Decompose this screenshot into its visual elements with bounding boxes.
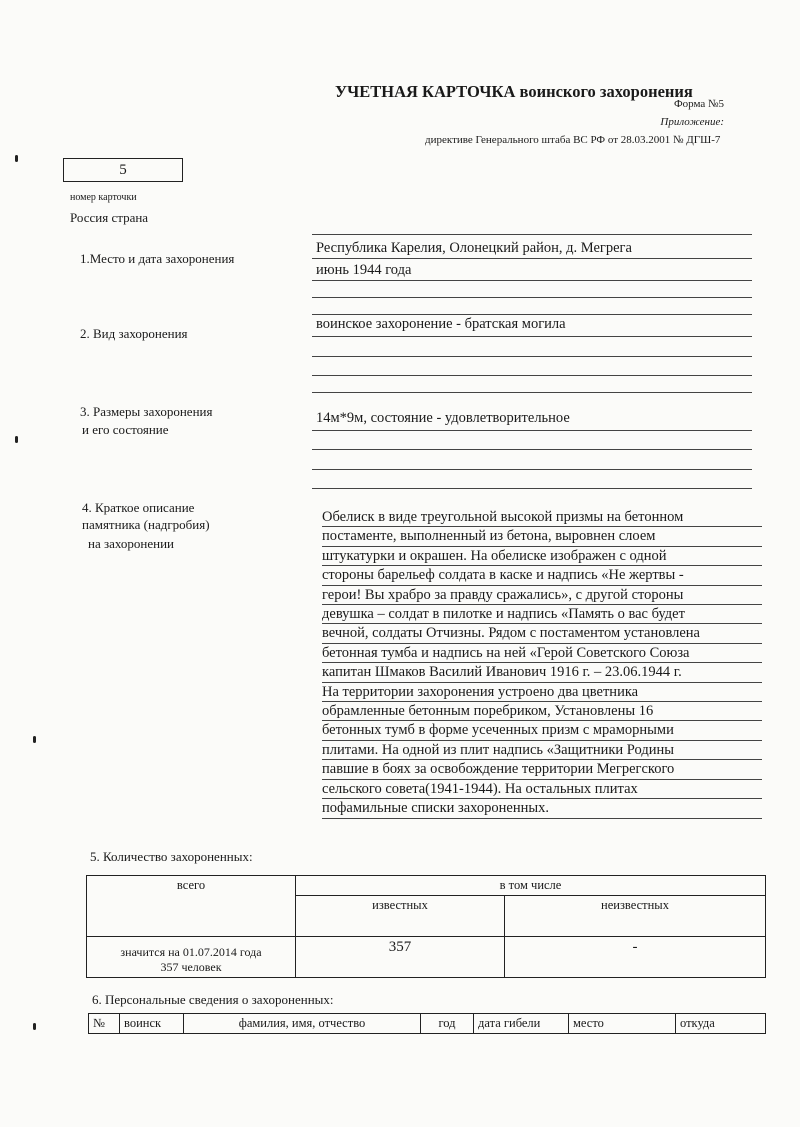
- column-header: воинск: [120, 1014, 184, 1034]
- rule-line: [312, 392, 752, 393]
- known-count: 357: [296, 937, 505, 978]
- known-header: известных: [296, 896, 505, 937]
- description-label-1: 4. Краткое описание: [82, 500, 195, 515]
- description-line: девушка – солдат в пилотке и надпись «Память о вас будет: [322, 605, 762, 624]
- margin-mark: [15, 436, 18, 443]
- description-line: плитами. На одной из плит надпись «Защитники Родины: [322, 741, 762, 760]
- card-title: [335, 82, 693, 102]
- kind-value: воинское захоронение - братская могила: [316, 316, 566, 332]
- rule-line: [312, 375, 752, 376]
- description-line: вечной, солдаты Отчизны. Рядом с постаментом установлена: [322, 624, 762, 643]
- rule-line: [312, 314, 752, 315]
- description-line: обрамленные бетонным поребриком, Установлены 16: [322, 702, 762, 721]
- form-number: Форма №5: [673, 98, 724, 110]
- rule-line: [312, 488, 752, 489]
- description-line: павшие в боях за освобождение территории Мегрегского: [322, 760, 762, 779]
- country-field: Россия страна: [70, 210, 149, 225]
- rule-line: [312, 449, 752, 450]
- description-line: бетонная тумба и надпись на ней «Герой Советского Союза: [322, 644, 762, 663]
- card-number-box: 5: [63, 158, 183, 182]
- total-header: всего: [87, 876, 296, 937]
- place-line-2: июнь 1944 года: [316, 262, 412, 278]
- column-header: откуда: [676, 1014, 766, 1034]
- description-line: сельского совета(1941-1944). На остальных плитах: [322, 780, 762, 799]
- column-header: дата гибели: [474, 1014, 569, 1034]
- description-line: На территории захоронения устроено два цветника: [322, 683, 762, 702]
- place-line-1: Республика Карелия, Олонецкий район, д. Мегрега: [316, 240, 632, 256]
- count-label: 5. Количество захороненных:: [90, 849, 253, 864]
- size-label-2: и его состояние: [82, 422, 169, 437]
- description-line: стороны барельеф солдата в каске и надпись «Не жертвы -: [322, 566, 762, 585]
- personal-info-table: [88, 1013, 766, 1034]
- rule-line: [312, 356, 752, 357]
- description-line: бетонных тумб в форме усеченных призм с мраморными: [322, 721, 762, 740]
- column-header: фамилия, имя, отчество: [184, 1014, 421, 1034]
- table-header-row: [89, 1014, 766, 1034]
- place-label: 1.Место и дата захоронения: [80, 251, 235, 266]
- unknown-header: неизвестных: [505, 896, 766, 937]
- description-line: штукатурки и окрашен. На обелиске изображен с одной: [322, 547, 762, 566]
- total-cell: [87, 937, 296, 978]
- description-line: герои! Вы храбро за правду сражались», с другой стороны: [322, 586, 762, 605]
- margin-mark: [15, 155, 18, 162]
- total-line-2: 357 человек: [160, 960, 222, 974]
- column-header: год: [421, 1014, 474, 1034]
- rule-line: [312, 336, 752, 337]
- total-line-1: значится на 01.07.2014 года: [120, 945, 262, 959]
- appendix-label: Приложение:: [660, 116, 724, 128]
- rule-line: [312, 469, 752, 470]
- burial-count-table: [86, 875, 766, 978]
- description-line: Обелиск в виде треугольной высокой призмы на бетонном: [322, 508, 762, 527]
- rule-line: [312, 297, 752, 298]
- rule-line: [312, 234, 752, 235]
- directive-ref: директиве Генерального штаба ВС РФ от 28.03.2001 № ДГШ-7: [425, 134, 721, 146]
- rule-line: [312, 258, 752, 259]
- rule-line: [312, 280, 752, 281]
- title-rest: воинского захоронения: [519, 82, 693, 101]
- monument-description: [322, 508, 762, 819]
- column-header: №: [89, 1014, 120, 1034]
- size-value: 14м*9м, состояние - удовлетворительное: [316, 410, 570, 426]
- description-line: капитан Шмаков Василий Иванович 1916 г. – 23.06.1944 г.: [322, 663, 762, 682]
- unknown-count: -: [505, 937, 766, 978]
- description-line: постаменте, выполненный из бетона, выровнен слоем: [322, 527, 762, 546]
- margin-mark: [33, 736, 36, 743]
- including-header: в том числе: [296, 876, 766, 896]
- description-line: пофамильные списки захороненных.: [322, 799, 762, 818]
- description-label-2: памятника (надгробия): [82, 517, 210, 532]
- margin-mark: [33, 1023, 36, 1030]
- size-label-1: 3. Размеры захоронения: [80, 404, 213, 419]
- card-number-label: номер карточки: [70, 192, 137, 203]
- rule-line: [312, 430, 752, 431]
- column-header: место: [569, 1014, 676, 1034]
- title-bold: УЧЕТНАЯ КАРТОЧКА: [335, 82, 516, 101]
- kind-label: 2. Вид захоронения: [80, 326, 188, 341]
- description-label-3: на захоронении: [88, 536, 174, 551]
- personal-label: 6. Персональные сведения о захороненных:: [92, 992, 334, 1007]
